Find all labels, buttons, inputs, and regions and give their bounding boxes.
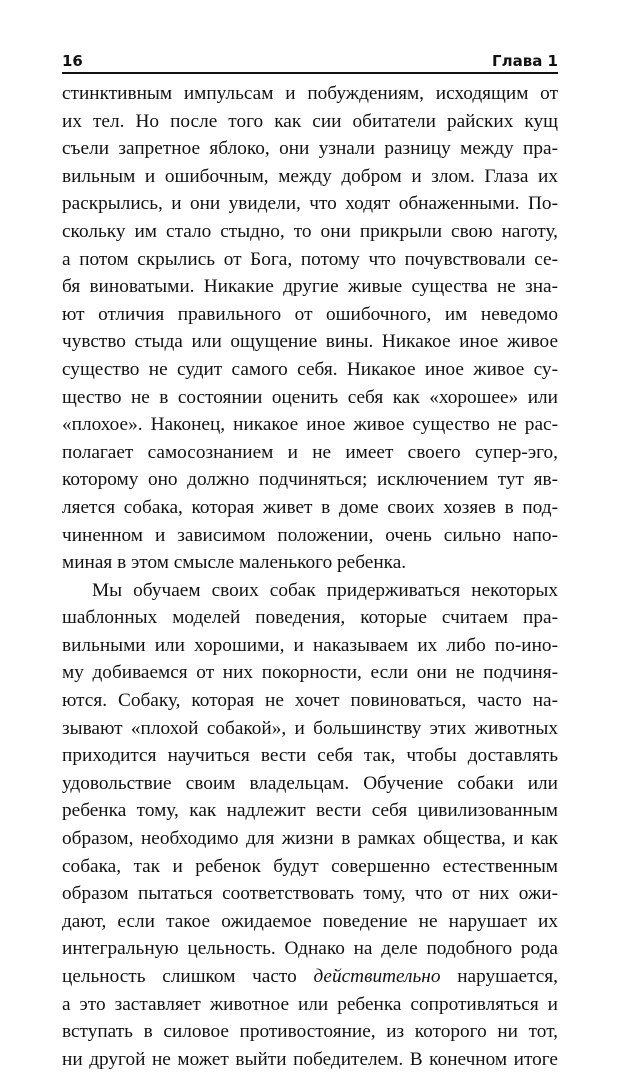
text-word: слишком [162,966,236,987]
text-line: собака, так и ребенок будут совершенно естественным [62,855,558,877]
text-line: приходится научиться вести себя так, чтобы доставлять [62,745,558,767]
text-word: цельность [62,966,146,987]
text-line: миная в этом смысле маленького ребенка. [62,552,407,574]
text-line: вильным и ошибочным, между добром и злом. Глаза их [62,165,558,187]
text-line: чувство стыда или ощущение вины. Никакое иное живое [62,331,558,353]
text-line: съели запретное яблоко, они узнали разницу между пра- [62,138,558,160]
text-line: полагает самосознанием и не имеет своего супер-эго, [62,441,558,463]
text-line: ют отличия правильного от ошибочного, им неведомо [62,303,558,325]
text-line: ни другой не может выйти победителем. В конечном итоге [62,1048,558,1070]
text-word: нарушается, [457,966,558,987]
text-line: раскрылись, и они увидели, что ходят обнаженными. По- [62,193,558,215]
text-line: их тел. Но после того как сии обитатели райских кущ [62,110,558,132]
text-line-with-emphasis [62,963,558,991]
emphasized-word: действительно [313,966,441,987]
text-line: которому оно должно подчиняться; исключением тут яв- [62,469,558,491]
text-line: образом, необходимо для жизни в рамках общества, и как [62,828,558,850]
text-line: ляется собака, которая живет в доме своих хозяев в под- [62,496,558,518]
running-head [62,50,558,72]
text-line: интегральную цельность. Однако на деле подобного рода [62,938,558,960]
text-line: скольку им стало стыдно, то они прикрыли свою наготу, [62,220,558,242]
chapter-title: Глава 1 [492,52,558,70]
text-line: ребенка тому, как надлежит вести себя цивилизованным [62,800,558,822]
page-number: 16 [62,52,83,70]
text-line: «плохое». Наконец, никакое иное живое существо не рас- [62,414,558,436]
text-line: шаблонных моделей поведения, которые считаем пра- [62,607,558,629]
body-text [62,80,558,1073]
text-line: а это заставляет животное или ребенка сопротивляться и [62,993,558,1015]
text-line: щество не в состоянии оценить себя как «хорошее» или [62,386,558,408]
text-line: ются. Собаку, которая не хочет повиноваться, часто на- [62,690,558,712]
text-line: зывают «плохой собакой», и большинству этих животных [62,717,558,739]
book-page [62,50,558,1070]
text-line: бя виноватыми. Никакие другие живые существа не зна- [62,276,558,298]
text-line: образом пытаться соответствовать тому, что от них ожи- [62,883,558,905]
text-line: чиненном и зависимом положении, очень сильно напо- [62,524,558,546]
text-line: му добиваемся от них покорности, если они не подчиня- [62,662,558,684]
text-line: вступать в силовое противостояние, из которого ни тот, [62,1021,558,1043]
paragraph-2 [62,577,558,1073]
text-line: стинктивным импульсам и побуждениям, исходящим от [62,83,558,104]
text-word: часто [252,966,297,987]
text-line: дают, если такое ожидаемое поведение не нарушает их [62,910,558,932]
text-line: Мы обучаем своих собак придерживаться некоторых [92,579,558,601]
text-line: вильными или хорошими, и наказываем их либо по-ино- [62,634,558,656]
text-line: существо не судит самого себя. Никакое иное живое су- [62,358,558,380]
text-line: удовольствие своим владельцам. Обучение собаки или [62,772,558,794]
text-line: а потом скрылись от Бога, потому что почувствовали се- [62,248,558,270]
paragraph-1 [62,80,558,577]
header-rule [62,72,558,74]
